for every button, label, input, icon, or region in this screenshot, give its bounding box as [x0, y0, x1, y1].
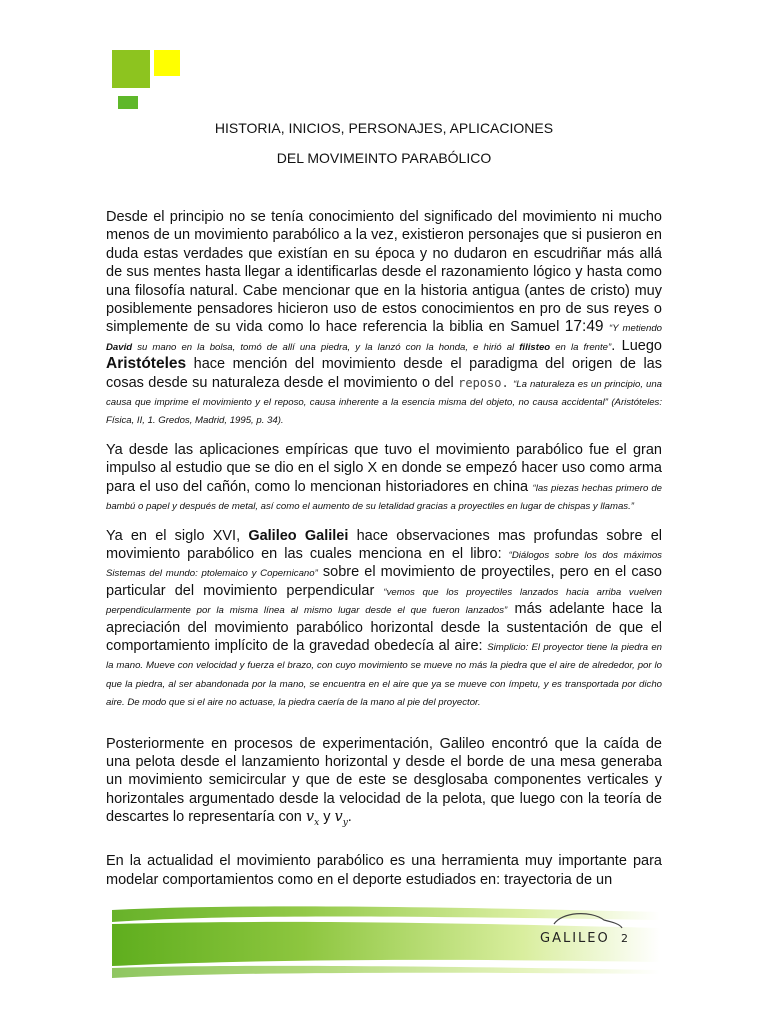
logo-square-small-green [118, 96, 138, 109]
page-title-line2: DEL MOVIMEINTO PARABÓLICO [276, 150, 492, 166]
paragraph-4: Posteriormente en procesos de experimentación, Galileo encontró que la caída de una pelota desde el lanzamiento horizontal y desde el borde de una mesa generaba un movimiento semicircular y que de este se desglosaba componentes verticales y horizontales argumentado desde la velocidad de la pelota, que luego con la teoría de descartes lo representaría con $v_x$ y $v_y$. [106, 735, 662, 829]
p4-text: Posteriormente en procesos de experimentación, Galileo encontró que la caída de una pelota desde el lanzamiento horizontal y desde el borde de una mesa generaba un movimiento semicircular y que de este se desglosaba componentes verticales y horizontales argumentado desde la velocidad de la pelota, que luego con la teoría de descartes lo representaría con [106, 735, 662, 826]
paragraph-1 [106, 208, 662, 429]
p5-text: En la actualidad el movimiento parabólico es una herramienta muy importante para modelar comportamientos como en el deporte estudiados en: trayectoria de un [106, 853, 662, 888]
p3-galileo-name: Galileo Galilei [248, 527, 349, 544]
page-title-line1: HISTORIA, INICIOS, PERSONAJES, APLICACIONES [214, 120, 554, 136]
p2-quote-china: “las piezas hechas primero de bambú o papel y después de metal, así como el aumento de su letalidad gracias a proyectiles en lugar de chispas y llamas.” [106, 482, 662, 513]
p3-quote-book: “Diálogos sobre los dos máximos Sistemas del mundo: ptolemaico y Copernicano” [106, 549, 662, 580]
footer-logo-suffix: 2 [621, 932, 628, 945]
math-vy: $v_y$ [334, 809, 348, 829]
p3-quote-simplicio: Simplicio: El proyector tiene la piedra en la mano. Mueve con velocidad y fuerza el brazo, con cuyo movimiento se mueve no más la piedra que el aire de alrededor, por lo que la piedra, al ser abandonada por la mano, se encuentra en el aire que ya se mueve con ímpetu, y es transportada por dicho aire. De modo que si el aire no actuase, la piedra caería de la mano al pie del proyector. [106, 641, 662, 709]
p3-quote-perpendicular: “vemos que los proyectiles lanzados hacia arriba vuelven perpendicularmente por la misma línea al mismo lugar desde el que fueron lanzados” [106, 586, 663, 617]
p1-quote-aristoteles: “La naturaleza es un principio, una causa que imprime el movimiento y el reposo, causa inherente a la esencia misma del objeto, no causa accidental” (Aristóteles: Física, II, 1. Gredos, Madrid, 1995, p. 34). [106, 378, 663, 427]
footer-banner [112, 902, 660, 982]
p1-reposo: reposo. [458, 375, 509, 390]
paragraph-5 [106, 852, 662, 889]
p1-text-2: hace mención del movimiento desde el paradigma del origen de las cosas desde su naturaleza desde el movimiento o del [106, 356, 662, 391]
logo-square-green [112, 50, 150, 88]
document-body [106, 208, 662, 889]
footer-logo-text: GALILEO [540, 931, 610, 946]
p1-aristoteles: Aristóteles [106, 355, 187, 373]
p1-quote-samuel: “Y metiendo David su mano en la bolsa, tomó de allí una piedra, y la lanzó con la honda, e hirió al filisteo en la frente” [106, 323, 662, 353]
math-vx: $v_x$ [305, 809, 320, 829]
footer-stripe-3 [112, 966, 660, 978]
p1-bible-ref: 17:49 [564, 318, 604, 336]
paragraph-2 [106, 441, 662, 515]
p3-text-c: hace observaciones mas profundas sobre el movimiento parabólico en las cuales menciona en el libro: [106, 527, 662, 562]
logo-square-yellow [154, 50, 180, 76]
p1-text: Desde el principio no se tenía conocimiento del significado del movimiento ni mucho menos de un movimiento parabólico a la vez, existieron personajes que si pusieron en duda estas verdades que existían en su época y no dudaron en escudriñar más allá de sus mentes hasta llegar a identificarlas desde el razonamiento lógico y hasta como una filosofía natural. Cabe mencionar que en la historia antigua (antes de cristo) muy posiblemente pensadores hicieron uso de estos conocimientos en pro de sus reyes o simplemente de su vida como lo hace referencia la biblia en Samuel [106, 209, 662, 336]
p3-text-d: sobre el movimiento de proyectiles, pero en el caso particular del movimiento perpendicular [106, 564, 662, 599]
p2-text: Ya desde las aplicaciones empíricas que tuvo el movimiento parabólico fue el gran impulso al estudio que se dio en el siglo X en donde se empezó hacer uso como arma para el uso del cañón, como lo mencionan historiadores en china [106, 441, 662, 495]
p3-text-e: más adelante hace la apreciación del movimiento parabólico horizontal desde la sustentación de que el comportamiento implícito de la gravedad obedecía al aire: [106, 601, 662, 654]
p1-text-luego: . Luego [611, 337, 662, 354]
p3-text-a: Ya en el siglo XVI, [106, 527, 249, 544]
paragraph-3 [106, 527, 662, 711]
